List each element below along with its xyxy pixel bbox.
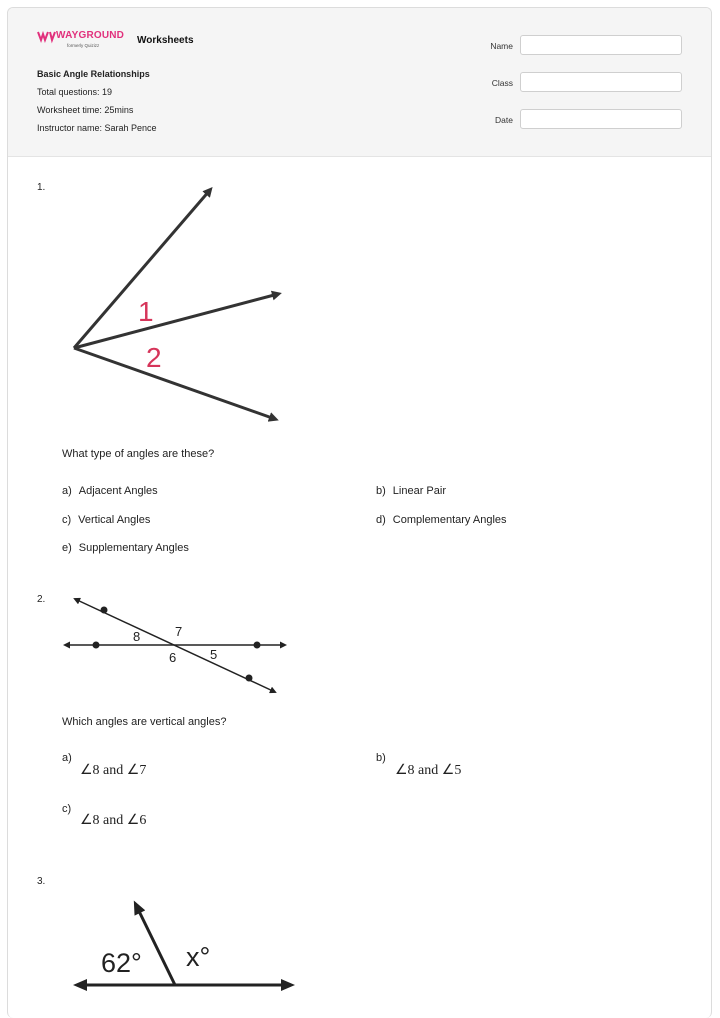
brand-title: Worksheets [137,35,194,46]
angle-label-7: 7 [175,624,183,639]
angle-label-x: x° [186,942,211,972]
ray-middle [74,294,278,348]
option-text: Linear Pair [392,485,446,497]
name-label: Name [490,41,513,51]
worksheet-time: Worksheet time: 25mins [37,105,134,115]
instructor-name: Instructor name: Sarah Pence [37,123,157,133]
option-letter: c) [62,514,72,526]
option-letter: b) [376,485,386,497]
q1-option-e[interactable] [62,542,189,554]
option-letter: e) [62,542,72,554]
angle-ray [136,905,175,985]
q1-option-d[interactable] [376,514,507,526]
option-letter: d) [376,514,386,526]
option-text: Complementary Angles [392,514,507,526]
point-right [254,642,261,649]
q1-option-c[interactable] [62,514,150,526]
date-field[interactable] [520,109,682,129]
worksheet-header [8,8,711,157]
option-letter: a) [62,485,72,497]
date-label: Date [495,115,513,125]
question-1-prompt: What type of angles are these? [62,448,215,460]
q2-option-a[interactable]: ∠8 and ∠7 [80,763,147,778]
logo-subtext: formerly Quizizz [67,43,100,48]
question-1-number: 1. [37,182,46,193]
total-questions: Total questions: 19 [37,87,113,97]
angle-label-2: 2 [146,342,162,373]
ray-lower [74,348,275,419]
worksheet-page [7,7,712,1018]
question-2-number: 2. [37,594,46,605]
point-lower [246,675,253,682]
q2-option-c[interactable]: ∠8 and ∠6 [80,813,147,828]
option-text: Supplementary Angles [78,542,189,554]
option-text: Adjacent Angles [78,485,158,497]
option-text: Vertical Angles [78,514,151,526]
angle-label-1: 1 [138,296,154,327]
question-3-figure [68,893,308,1003]
class-label: Class [491,78,513,88]
angle-label-8: 8 [133,629,141,644]
angle-label-6: 6 [169,650,177,665]
worksheet-title: Basic Angle Relationships [37,69,150,79]
q2-option-c-letter: c) [62,803,72,815]
question-2-figure [63,596,303,696]
point-left [93,642,100,649]
q2-option-a-letter: a) [62,752,72,764]
question-1-figure [68,178,298,428]
q1-option-b[interactable] [376,485,446,497]
question-3-number: 3. [37,876,46,887]
angle-label-5: 5 [210,647,218,662]
point-upper [101,607,108,614]
logo-text: WAYGROUND [56,30,125,41]
q2-option-b[interactable]: ∠8 and ∠5 [395,763,462,778]
name-field[interactable] [520,35,682,55]
question-2-prompt: Which angles are vertical angles? [62,716,227,728]
q1-option-a[interactable] [62,485,158,497]
class-field[interactable] [520,72,682,92]
q2-option-b-letter: b) [376,752,386,764]
worksheet-meta [37,68,157,140]
angle-label-62: 62° [101,948,142,978]
logo-mark-icon [37,30,57,42]
